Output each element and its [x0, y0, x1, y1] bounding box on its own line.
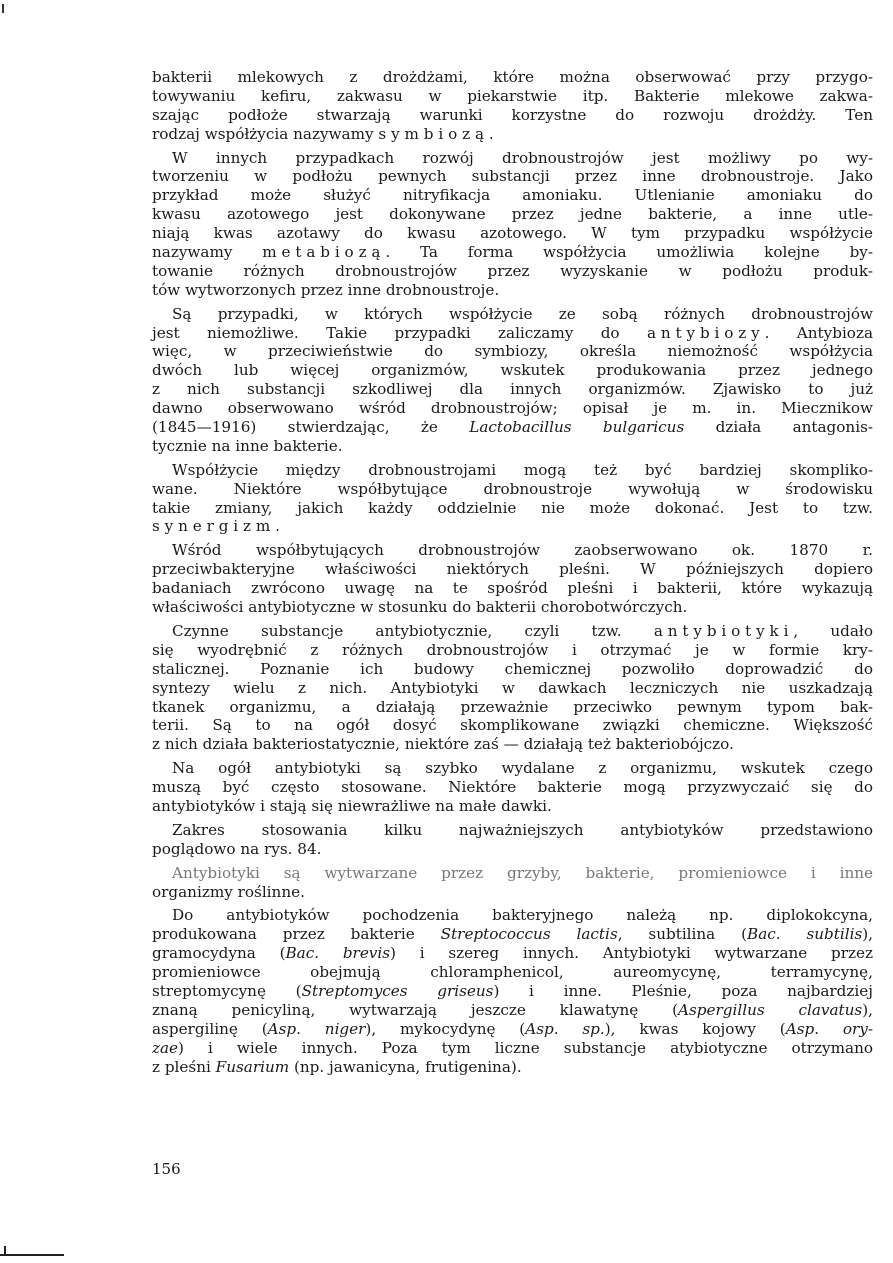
- text-run: produkowana przez bakterie: [152, 925, 441, 944]
- scan-corner-mark: [2, 4, 4, 13]
- text-run: (1845—1916) stwierdzając, że: [152, 418, 470, 437]
- paragraph: [152, 149, 873, 300]
- spaced-term: symbiozą: [378, 124, 489, 143]
- text-run: kwasu azotowego jest dokonywane przez jedne bakterie, a inne utle-: [152, 205, 873, 224]
- text-run: tkanek organizmu, a działają przeważnie przeciwko pewnym typom bak-: [152, 697, 873, 716]
- text-run: właściwości antybiotyczne w stosunku do bakterii chorobotwórczych.: [152, 598, 688, 617]
- text-run: tycznie na inne bakterie.: [152, 436, 343, 455]
- paragraph: [152, 68, 873, 144]
- text-line: [152, 1058, 873, 1077]
- text-run: z nich działa bakteriostatycznie, niektóre zaś — działają też bakteriobójczo.: [152, 735, 734, 754]
- text-line: [152, 205, 873, 224]
- italic-term: Aspergillus clavatus: [678, 1000, 863, 1019]
- text-run: dawno obserwowano wśród drobnoustrojów; opisał je m. in. Miecznikow: [152, 399, 873, 418]
- text-line: [152, 821, 873, 840]
- text-line: [152, 418, 873, 437]
- text-line: [152, 281, 873, 300]
- spaced-term: synergizm: [152, 517, 276, 536]
- text-run: .: [275, 517, 280, 536]
- text-run: (np. jawanicyna, frutigenina).: [289, 1057, 522, 1076]
- text-run: .: [488, 124, 494, 143]
- text-run: znaną penicyliną, wytwarzają jeszcze klawatynę (: [152, 1000, 679, 1019]
- text-line: [152, 560, 873, 579]
- text-line: [152, 517, 873, 536]
- text-line: [152, 361, 873, 380]
- text-run: organizmy roślinne.: [152, 882, 305, 901]
- text-line: [152, 698, 873, 717]
- page-number: 156: [152, 1160, 181, 1178]
- text-line: [152, 186, 873, 205]
- text-line: [152, 499, 873, 518]
- text-run: streptomycynę (: [152, 981, 302, 1000]
- text-line: [152, 324, 873, 343]
- text-line: [152, 399, 873, 418]
- text-line: [152, 87, 873, 106]
- text-run: niają kwas azotawy do kwasu azotowego. W tym przypadku współżycie: [152, 224, 873, 243]
- italic-term: Asp. sp.: [525, 1019, 605, 1038]
- text-line: [152, 1039, 873, 1058]
- page-body-text: [152, 68, 873, 1076]
- text-line: [152, 461, 873, 480]
- italic-term: zae: [152, 1038, 179, 1057]
- text-run: więc, w przeciwieństwie do symbiozy, określa niemożność współżycia: [152, 342, 873, 361]
- italic-term: Asp. ory-: [785, 1019, 874, 1038]
- text-run: z nich substancji szkodliwej dla innych organizmów. Zjawisko to już: [152, 380, 873, 399]
- text-run: ) i inne. Pleśnie, poza najbardziej: [493, 981, 873, 1000]
- text-line: [152, 262, 873, 281]
- text-line: [152, 622, 873, 641]
- spaced-term: antybiotyki: [653, 621, 794, 640]
- text-run: dwóch lub więcej organizmów, wskutek produkowania przez jednego: [152, 361, 873, 380]
- text-line: [152, 759, 873, 778]
- text-line: [152, 716, 873, 735]
- text-run: syntezy wielu z nich. Antybiotyki w dawkach leczniczych nie uszkadzają: [152, 678, 873, 697]
- paragraph: [152, 906, 873, 1076]
- text-run: rodzaj współżycia nazywamy: [152, 124, 379, 143]
- paragraph: [152, 305, 873, 456]
- text-run: . Antybioza: [764, 323, 874, 342]
- text-line: [152, 342, 873, 361]
- italic-term: Lactobacillus bulgaricus: [469, 418, 685, 437]
- text-line: [152, 864, 873, 883]
- text-run: wane. Niektóre współbytujące drobnoustroje wywołują w środowisku: [152, 479, 873, 498]
- text-run: nazywamy: [152, 243, 263, 262]
- text-run: , subtilina (: [617, 925, 748, 944]
- paragraph: [152, 541, 873, 617]
- text-line: [152, 840, 873, 859]
- italic-term: Bac. brevis: [285, 944, 391, 963]
- text-run: ),: [862, 925, 874, 944]
- text-line: [152, 883, 873, 902]
- text-run: działa antagonis-: [684, 418, 873, 437]
- text-run: przykład może służyć nitryfikacja amoniaku. Utlenianie amoniaku do: [152, 186, 873, 205]
- text-line: [152, 735, 873, 754]
- text-run: ),: [862, 1000, 873, 1019]
- italic-term: Fusarium: [215, 1057, 290, 1076]
- text-run: tworzeniu w podłożu pewnych substancji przez inne drobnoustroje. Jako: [152, 167, 873, 186]
- text-line: [152, 944, 873, 963]
- text-run: poglądowo na rys. 84.: [152, 839, 322, 858]
- text-run: ), mykocydynę (: [365, 1019, 526, 1038]
- text-line: [152, 778, 873, 797]
- text-run: Do antybiotyków pochodzenia bakteryjnego należą np. diplokokcyna,: [172, 906, 873, 925]
- text-run: Czynne substancje antybiotycznie, czyli tzw.: [172, 621, 654, 640]
- text-run: Są przypadki, w których współżycie ze sobą różnych drobnoustrojów: [172, 304, 873, 323]
- scan-edge-mark: [4, 1246, 6, 1256]
- text-line: [152, 797, 873, 816]
- text-run: towywaniu kefiru, zakwasu w piekarstwie itp. Bakterie mlekowe zakwa-: [152, 86, 873, 105]
- text-line: [152, 982, 873, 1001]
- text-run: , udało: [793, 621, 874, 640]
- paragraph: [152, 622, 873, 754]
- italic-term: Streptomyces griseus: [301, 981, 494, 1000]
- paragraph: [152, 864, 873, 902]
- text-line: [152, 1020, 873, 1039]
- text-run: aspergilinę (: [152, 1019, 268, 1038]
- text-line: [152, 480, 873, 499]
- text-run: Antybiotyki są wytwarzane przez grzyby, bakterie, promieniowce i inne: [172, 863, 873, 882]
- text-run: Współżycie między drobnoustrojami mogą też być bardziej skompliko-: [172, 460, 873, 479]
- text-run: szając podłoże stwarzają warunki korzystne do rozwoju drożdży. Ten: [152, 105, 873, 124]
- text-run: gramocydyna (: [152, 944, 286, 963]
- text-line: [152, 305, 873, 324]
- italic-term: Streptococcus lactis: [440, 925, 618, 944]
- text-run: . Ta forma współżycia umożliwia kolejne by-: [385, 243, 873, 262]
- text-run: terii. Są to na ogół dosyć skomplikowane związki chemiczne. Większość: [152, 716, 873, 735]
- text-line: [152, 641, 873, 660]
- text-line: [152, 963, 873, 982]
- text-run: jest niemożliwe. Takie przypadki zaliczamy do: [152, 323, 647, 342]
- text-run: Wśród współbytujących drobnoustrojów zaobserwowano ok. 1870 r.: [172, 541, 873, 560]
- text-line: [152, 1001, 873, 1020]
- text-line: [152, 906, 873, 925]
- text-run: W innych przypadkach rozwój drobnoustrojów jest możliwy po wy-: [172, 148, 873, 167]
- paragraph: [152, 759, 873, 816]
- text-run: ) i wiele innych. Poza tym liczne substancje atybiotyczne otrzymano: [178, 1038, 873, 1057]
- text-line: [152, 541, 873, 560]
- text-line: [152, 167, 873, 186]
- spaced-term: antybiozy: [646, 323, 765, 342]
- text-run: Na ogół antybiotyki są szybko wydalane z organizmu, wskutek czego: [172, 759, 873, 778]
- scan-edge-line: [0, 1254, 64, 1256]
- text-line: [152, 224, 873, 243]
- text-line: [152, 437, 873, 456]
- italic-term: Bac. subtilis: [747, 925, 863, 944]
- text-line: [152, 125, 873, 144]
- italic-term: Asp. niger: [267, 1019, 366, 1038]
- text-run: towanie różnych drobnoustrojów przez wyzyskanie w podłożu produk-: [152, 261, 873, 280]
- text-run: antybiotyków i stają się niewrażliwe na małe dawki.: [152, 796, 552, 815]
- text-run: tów wytworzonych przez inne drobnoustroje.: [152, 280, 500, 299]
- text-line: [152, 579, 873, 598]
- text-line: [152, 925, 873, 944]
- text-run: z pleśni: [152, 1057, 216, 1076]
- text-line: [152, 380, 873, 399]
- spaced-term: metabiozą: [262, 243, 386, 262]
- text-run: bakterii mlekowych z drożdżami, które można obserwować przy przygo-: [152, 68, 873, 86]
- text-run: promieniowce obejmują chloramphenicol, aureomycynę, terramycynę,: [152, 963, 873, 982]
- text-run: Zakres stosowania kilku najważniejszych antybiotyków przedstawiono: [172, 820, 873, 839]
- text-run: stalicznej. Poznanie ich budowy chemicznej pozwoliło doprowadzić do: [152, 659, 873, 678]
- text-line: [152, 598, 873, 617]
- text-line: [152, 149, 873, 168]
- text-line: [152, 243, 873, 262]
- paragraph: [152, 821, 873, 859]
- text-run: badaniach zwrócono uwagę na te spośród pleśni i bakterii, które wykazują: [152, 579, 873, 598]
- text-line: [152, 679, 873, 698]
- text-run: takie zmiany, jakich każdy oddzielnie nie może dokonać. Jest to tzw.: [152, 498, 873, 517]
- text-run: się wyodrębnić z różnych drobnoustrojów i otrzymać je w formie kry-: [152, 640, 873, 659]
- text-line: [152, 106, 873, 125]
- text-line: [152, 660, 873, 679]
- text-run: ), kwas kojowy (: [604, 1019, 786, 1038]
- text-line: [152, 68, 873, 87]
- text-run: przeciwbakteryjne właściwości niektórych pleśni. W późniejszych dopiero: [152, 560, 873, 579]
- paragraph: [152, 461, 873, 537]
- text-run: muszą być często stosowane. Niektóre bakterie mogą przyzwyczaić się do: [152, 778, 873, 797]
- text-run: ) i szereg innych. Antybiotyki wytwarzane przez: [390, 944, 874, 963]
